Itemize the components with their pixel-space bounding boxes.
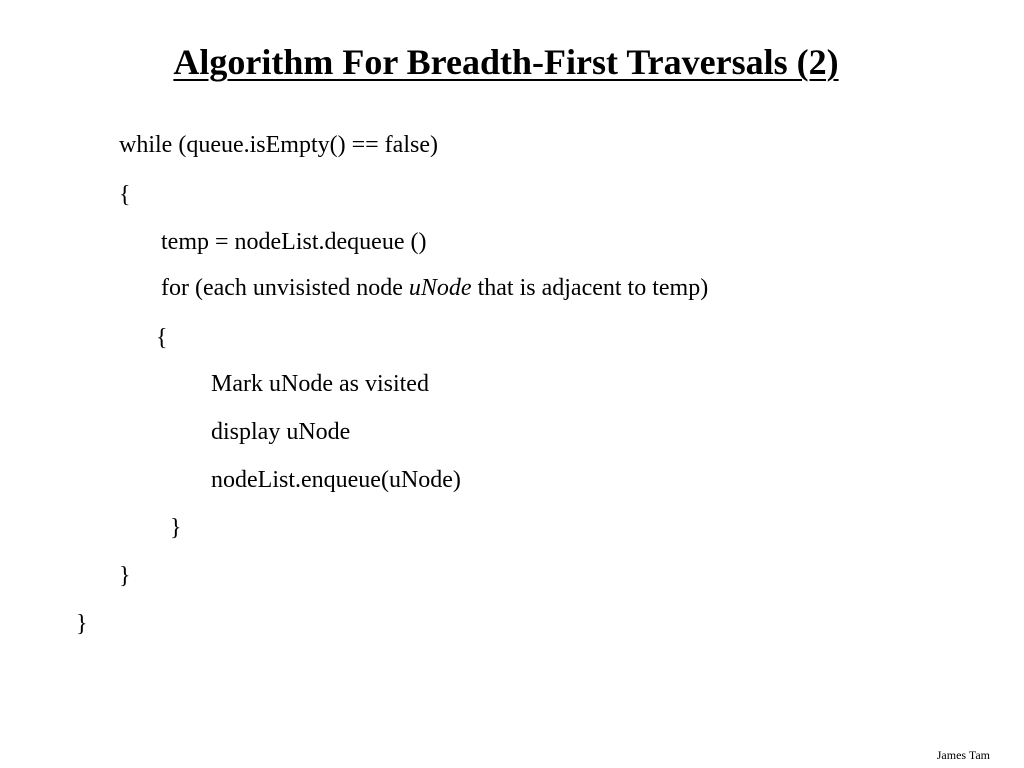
- code-line-open-brace-outer: {: [119, 182, 131, 208]
- code-line-dequeue: temp = nodeList.dequeue (): [161, 229, 427, 255]
- code-line-enqueue: nodeList.enqueue(uNode): [211, 467, 461, 493]
- author-footer: James Tam: [936, 748, 990, 762]
- code-line-close-brace-middle: }: [119, 563, 131, 589]
- code-line-while: while (queue.isEmpty() == false): [119, 132, 438, 158]
- code-line-for-loop-end: that is adjacent to temp): [471, 275, 709, 301]
- code-line-display: display uNode: [211, 419, 351, 445]
- code-line-open-brace-inner: {: [156, 325, 168, 351]
- code-line-close-brace-inner: }: [170, 515, 182, 541]
- code-line-close-brace-outer: }: [76, 611, 88, 637]
- code-line-mark-visited: Mark uNode as visited: [211, 371, 429, 397]
- code-line-for-loop: [161, 273, 708, 303]
- slide-title: Algorithm For Breadth-First Traversals (2): [173, 42, 839, 82]
- code-line-for-loop-start: for (each unvisisted node: [161, 275, 409, 301]
- code-line-for-loop-italic: uNode: [408, 275, 472, 301]
